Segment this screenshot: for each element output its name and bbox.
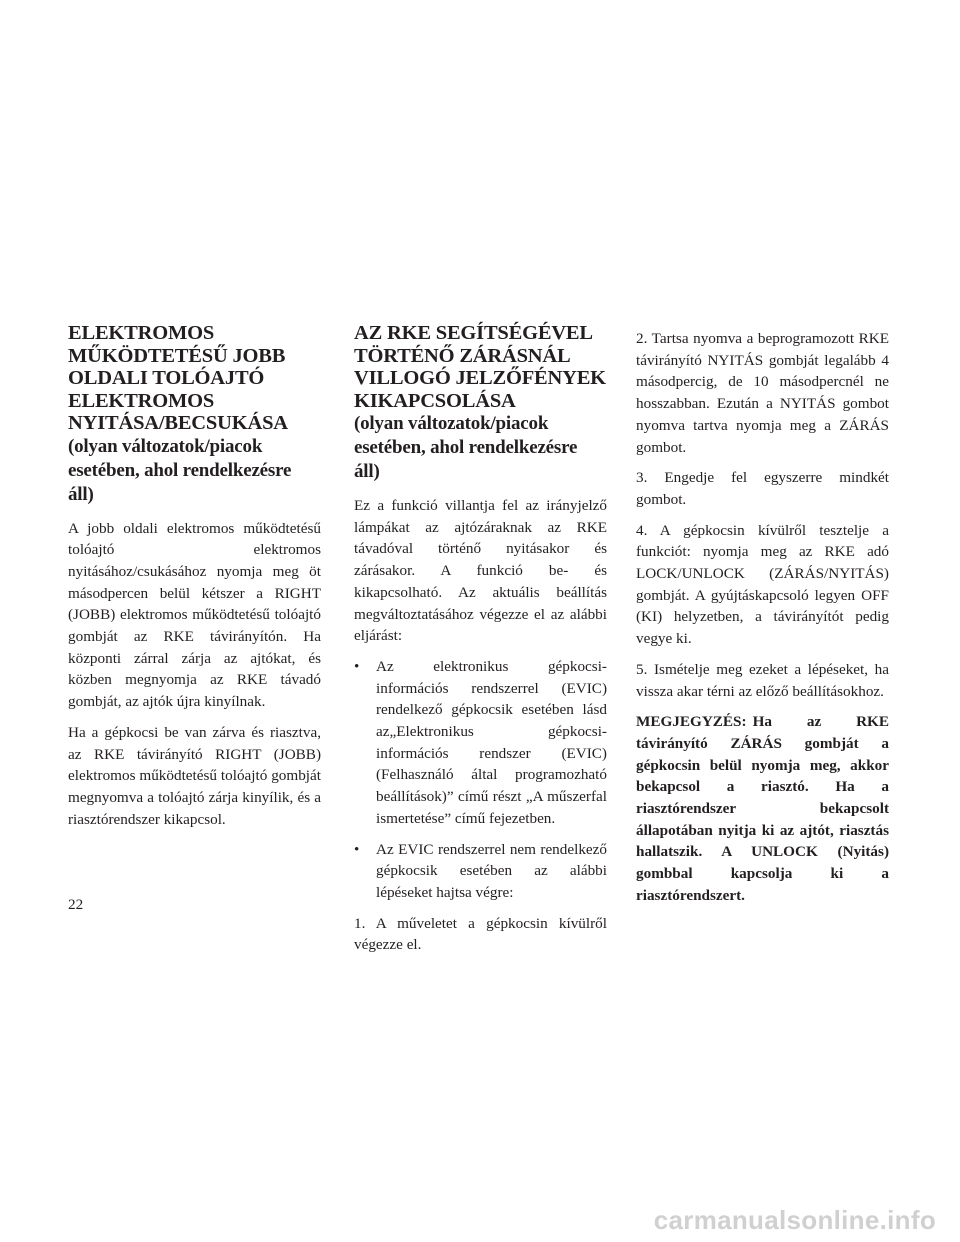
page-number: 22 — [68, 896, 84, 913]
column-right — [636, 328, 889, 916]
column-middle — [354, 322, 607, 965]
note-text: Ha az RKE távirányító ZÁRÁS gombját a gépkocsin belül nyomja meg, akkor bekapcsol a riasztó. Ha a riasztórendszer bekapcsolt állapotában nyitja ki az ajtót, riasztás hallatszik. A UNLOCK (Nyitás) gombbal kapcsolja ki a riasztórendszert. — [636, 713, 889, 904]
section-heading-sliding-door — [68, 322, 321, 507]
bullet-text: Az EVIC rendszerrel nem rendelkező gépkocsik esetében az alábbi lépéseket hajtsa végre: — [376, 840, 607, 901]
intro-paragraph: Ez a funkció villantja fel az irányjelző lámpákat az ajtózáraknak az RKE távadóval történő nyitásakor és zárásakor. A funkció be- és kikapcsolható. Az aktuális beállítás megváltoztatásához végezze el az alábbi eljárást: — [354, 497, 607, 645]
note-label: MEGJEGYZÉS: — [636, 713, 747, 731]
section-heading-sub: (olyan változatok/piacok esetében, ahol rendelkezésre áll) — [68, 435, 292, 505]
step-paragraph: 1. A műveletet a gépkocsin kívülről végezze el. — [354, 914, 607, 954]
column-left — [68, 322, 321, 839]
section-heading-main: AZ RKE SEGÍTSÉGÉVEL TÖRTÉNŐ ZÁRÁSNÁL VILLOGÓ JELZŐFÉNYEK KIKAPCSOLÁSA — [354, 322, 606, 412]
section-heading-main: ELEKTROMOS MŰKÖDTETÉSŰ JOBB OLDALI TOLÓAJTÓ ELEKTROMOS NYITÁSA/BECSUKÁSA — [68, 322, 288, 434]
step-paragraph: 5. Ismételje meg ezeket a lépéseket, ha vissza akar térni az előző beállításokhoz. — [636, 660, 889, 700]
bullet-marker: • — [354, 657, 360, 675]
watermark-text: carmanualsonline.info — [653, 1205, 936, 1235]
step-paragraph: 4. A gépkocsin kívülről tesztelje a funkciót: nyomja meg az RKE adó LOCK/UNLOCK (ZÁRÁS/NYITÁS) gombját. A gyújtáskapcsoló legyen OFF (KI) helyzetben, a távirányítót pedig vegye ki. — [636, 521, 889, 648]
note-paragraph — [636, 711, 889, 906]
bullet-item — [354, 839, 607, 904]
body-paragraph: A jobb oldali elektromos működtetésű tolóajtó elektromos nyitásához/csukásához nyomja meg öt másodpercen belül kétszer a RIGHT (JOBB) elektromos működtetésű tolóajtó gombját az RKE távirányítón. Ha központi zárral zárja az ajtókat, és közben megnyomja az RKE távadó gombját, az ajtók újra kinyílnak. — [68, 519, 321, 711]
bullet-marker: • — [354, 840, 360, 858]
step-paragraph: 3. Engedje fel egyszerre mindkét gombot. — [636, 469, 889, 508]
section-heading-flash-lights — [354, 322, 607, 484]
step-paragraph: 2. Tartsa nyomva a beprogramozott RKE távirányító NYITÁS gombját legalább 4 másodpercig, de 10 másodpercnél ne hosszabban. Ezután a NYITÁS gombot nyomva tartva nyomja meg a ZÁRÁS gombot. — [636, 330, 889, 456]
bullet-item — [354, 656, 607, 830]
body-paragraph: Ha a gépkocsi be van zárva és riasztva, az RKE távirányító RIGHT (JOBB) elektromos működtetésű tolóajtó gombját megnyomva a tolóajtó zárja kinyílik, és a riasztórendszer kikapcsol. — [68, 723, 321, 828]
bullet-text: Az elektronikus gépkocsi-információs rendszerrel (EVIC) rendelkező gépkocsik esetében lásd az„Elektronikus gépkocsi-információs rendszer (EVIC) (Felhasználó által programozható beállítások)” című részt „A műszerfal ismertetése” című fejezetben. — [376, 657, 607, 827]
section-heading-sub: (olyan változatok/piacok esetében, ahol rendelkezésre áll) — [354, 413, 578, 482]
